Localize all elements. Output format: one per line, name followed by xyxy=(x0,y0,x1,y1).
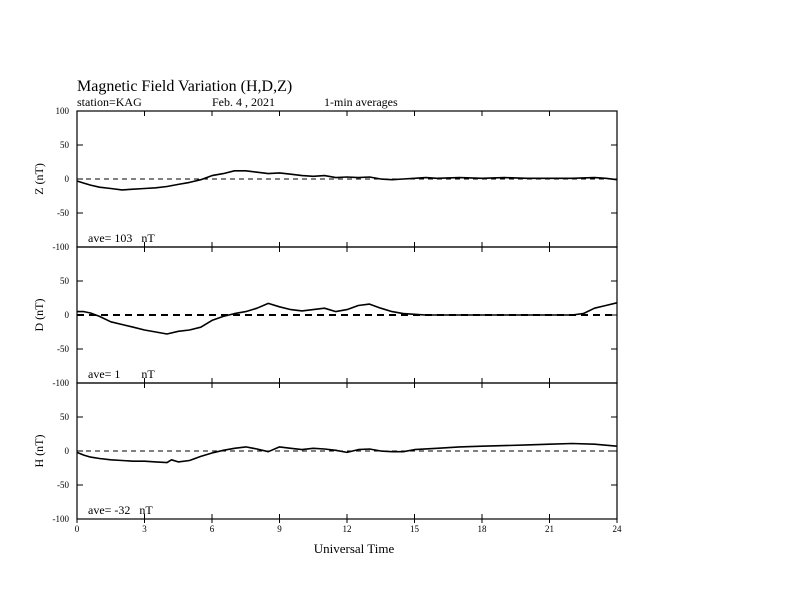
x-tick-label: 24 xyxy=(612,524,622,534)
panel-d-average: ave= 1 nT xyxy=(88,367,155,381)
y-tick-label: -100 xyxy=(52,378,69,388)
panel-h-average: ave= -32 nT xyxy=(88,503,153,517)
panel-h-ylabel: H (nT) xyxy=(32,434,46,468)
averaging-label: 1-min averages xyxy=(324,95,398,109)
station-label: station=KAG xyxy=(77,95,142,109)
date-label: Feb. 4 , 2021 xyxy=(212,95,275,109)
panel-z-ylabel: Z (nT) xyxy=(32,163,46,195)
y-tick-label: 0 xyxy=(64,310,69,320)
x-tick-label: 0 xyxy=(74,524,80,534)
y-tick-label: 100 xyxy=(55,106,69,116)
x-tick-label: 15 xyxy=(410,524,419,534)
y-tick-label: -100 xyxy=(52,514,69,524)
y-tick-label: 50 xyxy=(60,412,69,422)
panel-z xyxy=(32,106,617,252)
y-tick-label: -50 xyxy=(57,208,69,218)
panel-z-average: ave= 103 nT xyxy=(88,231,155,245)
panels xyxy=(32,106,617,524)
y-tick-label: -100 xyxy=(52,242,69,252)
y-tick-label: 50 xyxy=(60,276,69,286)
panel-d xyxy=(32,247,617,388)
x-axis-label: Universal Time xyxy=(313,541,395,556)
panel-d-ylabel: D (nT) xyxy=(32,298,46,332)
x-axis xyxy=(75,519,622,534)
y-tick-label: -50 xyxy=(57,480,69,490)
x-tick-label: 18 xyxy=(477,524,487,534)
panel-h-series xyxy=(77,444,617,463)
y-tick-label: 0 xyxy=(64,446,69,456)
x-tick-label: 21 xyxy=(545,524,554,534)
y-tick-label: 50 xyxy=(60,140,69,150)
y-tick-label: -50 xyxy=(57,344,69,354)
y-tick-label: 0 xyxy=(64,174,69,184)
x-tick-label: 12 xyxy=(342,524,352,534)
x-tick-label: 6 xyxy=(209,524,215,534)
panel-h xyxy=(32,383,617,524)
panel-z-series xyxy=(77,171,617,190)
panel-d-series xyxy=(77,303,617,334)
x-tick-label: 3 xyxy=(142,524,147,534)
chart-title: Magnetic Field Variation (H,D,Z) xyxy=(77,78,293,95)
x-tick-label: 9 xyxy=(277,524,282,534)
